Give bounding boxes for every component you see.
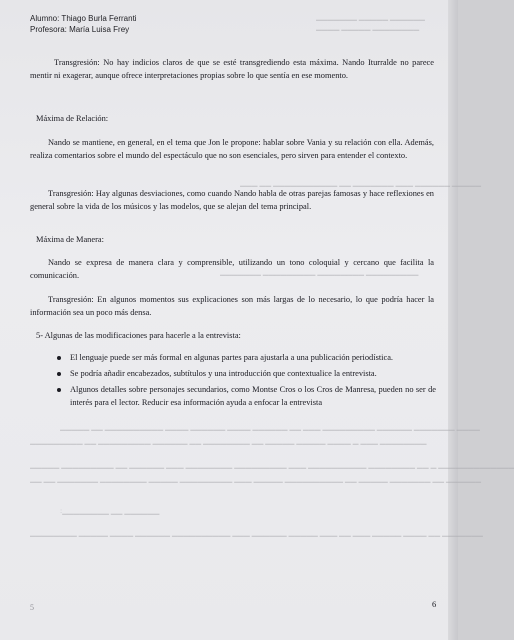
list-item: Se podría añadir encabezados, subtítulos y una introducción que contextualice la entrevista. bbox=[30, 367, 436, 380]
heading-maxima-manera: Máxima de Manera: bbox=[36, 235, 104, 244]
paragraph-manera: Nando se expresa de manera clara y comprensible, utilizando un tono coloquial y cercano que facilita la comunicación. bbox=[30, 258, 434, 281]
bleed-through-text: ▁▁▁▁▁▁ ▁▁ ▁▁▁▁▁▁▁▁: bbox=[60, 506, 160, 515]
bleed-through-text: ▁▁▁▁▁▁ ▁▁▁▁▁ ▁▁▁▁▁▁▁ bbox=[316, 12, 425, 21]
heading-modificaciones: 5- Algunas de las modificaciones para hacerle a la entrevista: bbox=[36, 331, 241, 340]
teacher-name: Profesora: María Luisa Frey bbox=[30, 24, 130, 34]
bleed-through-text: ▁▁▁▁ ▁▁▁▁▁▁▁ ▁▁▁▁▁▁ ▁▁▁▁▁▁▁▁▁ ▁▁▁ ▁▁ ▁▁▁▁▁▁ ▁▁▁▁ ▁▁▁▁▁▁ ▁▁▁▁ ▁▁▁▁▁▁▁▁▁▁ ▁▁ ▁▁▁▁▁ bbox=[60, 422, 480, 431]
paragraph-transgresion-2: Transgresión: Hay algunas desviaciones, como cuando Nando habla de otras parejas famosas y hace reflexiones en general sobre la vida de los músicos y las modelos, que se alejan del tema principal. bbox=[30, 189, 434, 212]
heading-maxima-relacion: Máxima de Relación: bbox=[36, 114, 109, 123]
corner-mark: 5 bbox=[30, 603, 34, 612]
bleed-through-text: ▁▁▁▁▁▁▁▁▁▁▁▁▁ ▁ ▁▁ ▁▁▁▁▁▁▁▁ ▁▁▁▁▁▁▁▁▁▁ ▁▁▁ ▁▁▁▁▁▁▁▁▁ ▁▁▁▁▁▁▁▁ ▁▁▁ ▁▁▁▁▁▁ ▁▁ ▁▁▁▁▁▁▁▁▁ ▁▁▁▁▁ bbox=[30, 460, 514, 469]
paragraph-transgresion-1: Transgresión: No hay indicios claros de que se esté transgrediendo esta máxima. Nando Iturralde no parece mentir ni exagerar, aunque ofrece interpretaciones propias sobre lo que sentía en ese momento. bbox=[30, 58, 434, 81]
bleed-through-text: ▁▁▁▁▁ ▁▁▁▁▁▁ ▁▁▁ ▁▁▁▁▁▁▁ ▁▁ ▁▁▁▁▁▁▁▁▁▁▁ ▁▁ ▁▁▁ bbox=[240, 178, 482, 187]
paragraph-transgresion-3: Transgresión: En algunos momentos sus explicaciones son más largas de lo necesario, lo que podría hacer la información sea un poco más densa. bbox=[30, 295, 434, 318]
list-item: Algunos detalles sobre personajes secundarios, como Montse Cros o los Cros de Manresa, pueden no ser de interés para el lector. Reducir esa información ayuda a enfocar la entrevista bbox=[30, 383, 436, 410]
list-item: El lenguaje puede ser más formal en algunas partes para ajustarla a una publicación periodística. bbox=[30, 351, 436, 364]
bleed-through-text: ▁▁▁▁▁▁▁▁▁ ▁▁▁▁▁▁▁▁ ▁▁▁▁▁▁▁▁▁ ▁▁▁▁▁▁▁ bbox=[220, 267, 419, 276]
bleed-through-text: ▁▁▁▁▁▁▁ ▁▁ ▁▁▁▁ ▁▁▁▁▁ ▁▁▁ ▁▁ ▁▁▁ ▁▁▁▁▁ ▁▁▁▁▁▁ ▁▁▁ ▁▁▁▁▁▁▁▁▁▁ ▁▁▁▁▁▁ ▁▁▁▁ ▁▁▁▁▁ ▁▁▁▁▁▁▁▁ bbox=[30, 528, 483, 537]
bleed-through-text: ▁▁▁▁▁▁ ▁▁ ▁▁▁▁▁▁▁ ▁▁▁▁▁ ▁▁ ▁▁▁▁▁▁▁▁▁▁ ▁▁▁▁▁ ▁▁▁ ▁▁▁▁▁▁▁▁▁ ▁▁▁▁▁ ▁▁▁▁▁▁▁▁ ▁▁▁▁▁▁▁ ▁▁ ▁▁ bbox=[30, 474, 481, 483]
bleed-through-text: ▁▁▁▁▁▁▁▁ ▁▁▁ ▁ ▁▁▁▁ ▁▁▁▁▁ ▁▁▁▁▁ ▁▁ ▁▁▁▁▁▁▁▁ ▁▁ ▁▁▁▁▁▁ ▁▁▁▁▁▁▁▁▁ ▁▁ ▁▁▁▁▁▁▁▁▁ bbox=[30, 436, 427, 445]
modifications-list bbox=[30, 351, 436, 412]
student-name: Alumno: Thiago Burla Ferranti bbox=[30, 14, 137, 23]
bleed-through-text: ▁▁▁▁▁▁▁▁ ▁▁▁▁▁ ▁▁▁▁ bbox=[316, 22, 420, 31]
page-number: 6 bbox=[432, 599, 437, 609]
paragraph-relacion: Nando se mantiene, en general, en el tema que Jon le propone: hablar sobre Vania y su relación con ella. Además, realiza comentarios sobre el mundo del espectáculo que no son esenciales, pero sirven para entender el contexto. bbox=[30, 138, 434, 161]
